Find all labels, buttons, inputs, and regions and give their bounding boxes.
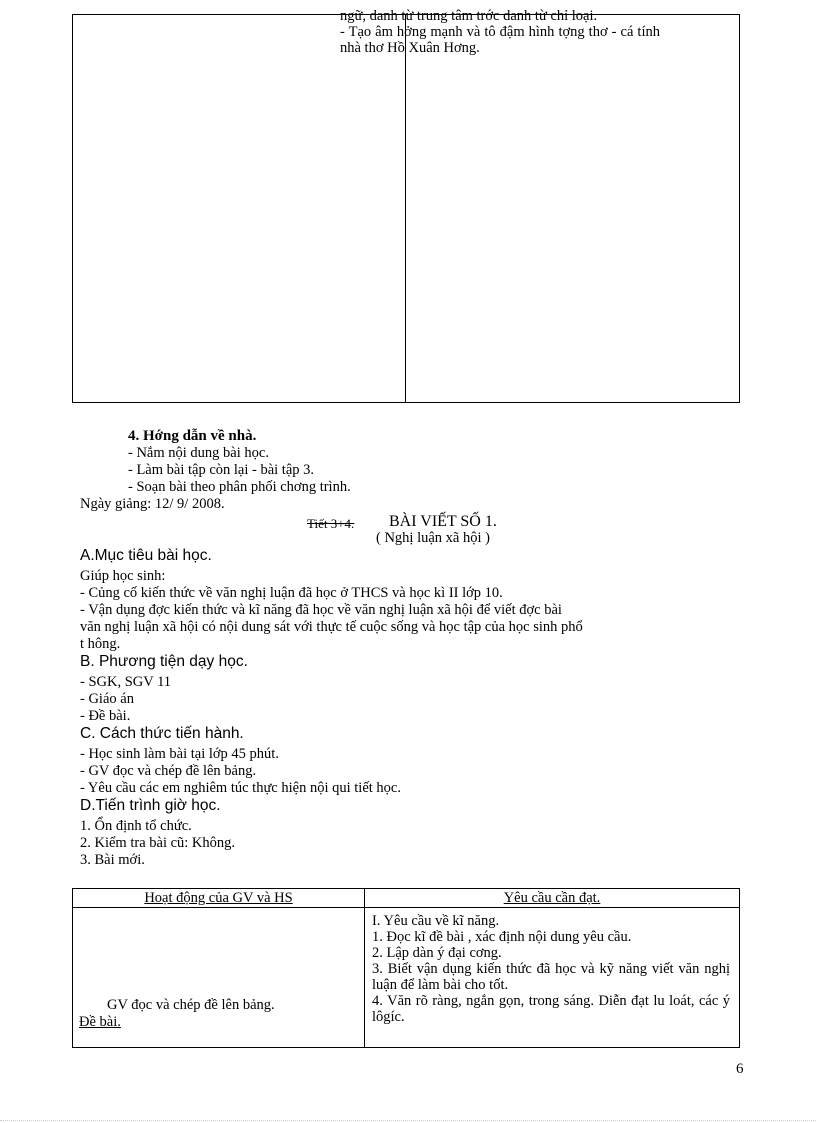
top-table-column-divider: [405, 15, 406, 402]
footer-rule: [0, 1120, 816, 1121]
section-b-line: - Đề bài.: [80, 708, 131, 724]
section-a-line: văn nghị luận xã hội có nội dung sát với thực tế cuộc sống và học tập của học sinh phổ: [80, 619, 583, 635]
page-number: 6: [736, 1061, 744, 1077]
section-c-heading: C. Cách thức tiến hành.: [80, 725, 244, 742]
activity-left-line: Đề bài.: [79, 1014, 121, 1030]
activity-table-header-divider: [73, 907, 739, 908]
homework-item: - Làm bài tập còn lại - bài tập 3.: [128, 462, 315, 478]
section-d-line: 1. Ổn định tổ chức.: [80, 818, 192, 834]
section-d-heading: D.Tiến trình giờ học.: [80, 797, 221, 814]
section-a-line: t hông.: [80, 636, 121, 652]
activity-left-line: GV đọc và chép đề lên bảng.: [107, 997, 275, 1013]
requirement-item: 4. Văn rõ ràng, ngắn gọn, trong sáng. Diễn đạt lu loát, các ý lôgíc.: [372, 993, 730, 1025]
requirement-item: 1. Đọc kĩ đề bài , xác định nội dung yêu cầu.: [372, 929, 632, 945]
homework-item: - Nắm nội dung bài học.: [128, 445, 269, 461]
requirement-item: I. Yêu cầu về kĩ năng.: [372, 913, 500, 929]
section-b-heading: B. Phương tiện dạy học.: [80, 653, 248, 670]
teaching-date: Ngày giảng: 12/ 9/ 2008.: [80, 496, 225, 512]
top-table: [72, 14, 740, 403]
section-c-line: - Yêu cầu các em nghiêm túc thực hiện nội qui tiết học.: [80, 780, 401, 796]
section-d-line: 3. Bài mới.: [80, 852, 145, 868]
section-b-line: - Giáo án: [80, 691, 134, 707]
col2-header: Yêu cầu cần đạt.: [503, 890, 601, 906]
cell-paragraph: ngữ, danh từ trung tâm trớc danh từ chỉ loại.: [340, 8, 598, 24]
top-table-right-cell: [340, 8, 660, 56]
section-b-line: - SGK, SGV 11: [80, 674, 172, 690]
section-c-line: - GV đọc và chép đề lên bảng.: [80, 763, 257, 779]
requirements-cell: [372, 913, 730, 1025]
col1-header: Hoạt động của GV và HS: [144, 890, 293, 906]
requirement-item: 2. Lập dàn ý đại cơng.: [372, 945, 502, 961]
activity-table: [72, 888, 740, 1048]
section-c-line: - Học sinh làm bài tại lớp 45 phút.: [80, 746, 279, 762]
requirement-item: 3. Biết vận dụng kiến thức đã học và kỹ năng viết văn nghị luận để làm bài cho tốt.: [372, 961, 730, 993]
section-d-line: 2. Kiểm tra bài cũ: Không.: [80, 835, 236, 851]
section-a-line: - Vận dụng đợc kiến thức và kĩ năng đã học về văn nghị luận xã hội để viết đợc bài: [80, 602, 562, 618]
lesson-subtitle: ( Nghị luận xã hội ): [376, 530, 490, 546]
section-a-heading: A.Mục tiêu bài học.: [80, 547, 212, 564]
section-a-line: - Củng cố kiến thức về văn nghị luận đã học ở THCS và học kì II lớp 10.: [80, 585, 503, 601]
lesson-title: BÀI VIẾT SỐ 1.: [389, 513, 497, 530]
activity-table-column-divider: [364, 889, 365, 1047]
section-a-line: Giúp học sinh:: [80, 568, 166, 584]
lesson-period: Tiết 3+4.: [307, 516, 355, 531]
cell-paragraph: - Tạo âm hởng mạnh và tô đậm hình tợng thơ - cá tính nhà thơ Hồ Xuân Hơng.: [340, 24, 660, 56]
homework-item: - Soạn bài theo phân phối chơng trình.: [128, 479, 351, 495]
homework-heading: 4. Hớng dẫn về nhà.: [128, 428, 257, 444]
